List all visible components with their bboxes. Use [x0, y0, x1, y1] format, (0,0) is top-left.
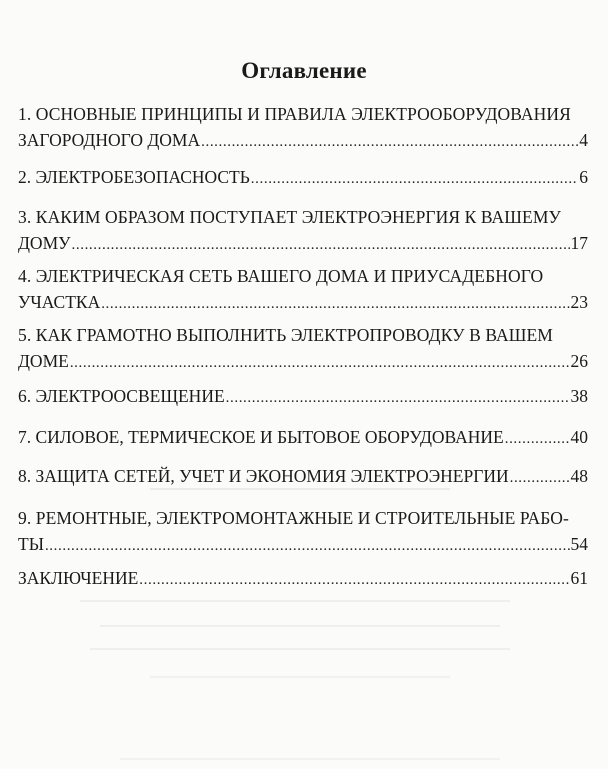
- toc-entry-4[interactable]: [18, 263, 588, 317]
- toc-page-number: 38: [570, 386, 588, 406]
- toc-entry-title: ЗАГОРОДНОГО ДОМА: [18, 130, 201, 150]
- toc-entry-title-line1: 5. КАК ГРАМОТНО ВЫПОЛНИТЬ ЭЛЕКТРОПРОВОДКУ В ВАШЕМ: [18, 325, 553, 345]
- toc-entry-title: ДОМЕ: [18, 351, 69, 371]
- toc-entry-title-line1: 1. ОСНОВНЫЕ ПРИНЦИПЫ И ПРАВИЛА ЭЛЕКТРООБОРУДОВАНИЯ: [18, 104, 571, 124]
- dot-leader: [505, 426, 570, 452]
- toc-page-number: 17: [570, 233, 588, 253]
- toc-entry-5[interactable]: [18, 322, 588, 376]
- toc-entry-7[interactable]: [18, 424, 588, 452]
- toc-entry-title: УЧАСТКА: [18, 292, 101, 312]
- dot-leader: [139, 567, 569, 593]
- toc-entry-6[interactable]: [18, 383, 588, 411]
- toc-page-number: 54: [570, 534, 588, 554]
- toc-page-number: 61: [570, 568, 588, 588]
- toc-entry-9[interactable]: [18, 505, 588, 559]
- toc-page-number: 40: [570, 427, 588, 447]
- toc-page-number: 48: [570, 466, 588, 486]
- dot-leader: [70, 350, 570, 376]
- dot-leader: [201, 129, 578, 155]
- dot-leader: [101, 291, 569, 317]
- page-title: Оглавление: [241, 58, 367, 83]
- toc-page-number: 4: [579, 130, 588, 150]
- toc-entry-1[interactable]: [18, 101, 588, 155]
- toc-entry-title: ДОМУ: [18, 233, 71, 253]
- dot-leader: [226, 385, 570, 411]
- dot-leader: [72, 232, 570, 258]
- toc-entry-10[interactable]: [18, 565, 588, 593]
- toc-entry-2[interactable]: [18, 164, 588, 192]
- toc-entry-title-line1: 4. ЭЛЕКТРИЧЕСКАЯ СЕТЬ ВАШЕГО ДОМА И ПРИУСАДЕБНОГО: [18, 266, 544, 286]
- toc-entry-title: 6. ЭЛЕКТРООСВЕЩЕНИЕ: [18, 386, 225, 406]
- toc-page-number: 23: [570, 292, 588, 312]
- toc-page-number: 6: [579, 167, 588, 187]
- toc-entry-title: ТЫ: [18, 534, 44, 554]
- toc-page-number: 26: [570, 351, 588, 371]
- toc-entry-title-line1: 3. КАКИМ ОБРАЗОМ ПОСТУПАЕТ ЭЛЕКТРОЭНЕРГИЯ К ВАШЕМУ: [18, 207, 561, 227]
- toc-entry-title: 7. СИЛОВОЕ, ТЕРМИЧЕСКОЕ И БЫТОВОЕ ОБОРУДОВАНИЕ: [18, 427, 504, 447]
- toc-entry-title-line1: 9. РЕМОНТНЫЕ, ЭЛЕКТРОМОНТАЖНЫЕ И СТРОИТЕЛЬНЫЕ РАБО-: [18, 508, 569, 528]
- dot-leader: [251, 166, 578, 192]
- toc-entry-title: 8. ЗАЩИТА СЕТЕЙ, УЧЕТ И ЭКОНОМИЯ ЭЛЕКТРОЭНЕРГИИ: [18, 466, 509, 486]
- toc-entry-3[interactable]: [18, 204, 588, 258]
- dot-leader: [510, 465, 570, 491]
- toc-entry-8[interactable]: [18, 463, 588, 491]
- dot-leader: [45, 533, 570, 559]
- toc-entry-title: ЗАКЛЮЧЕНИЕ: [18, 568, 139, 588]
- toc-entry-title: 2. ЭЛЕКТРОБЕЗОПАСНОСТЬ: [18, 167, 250, 187]
